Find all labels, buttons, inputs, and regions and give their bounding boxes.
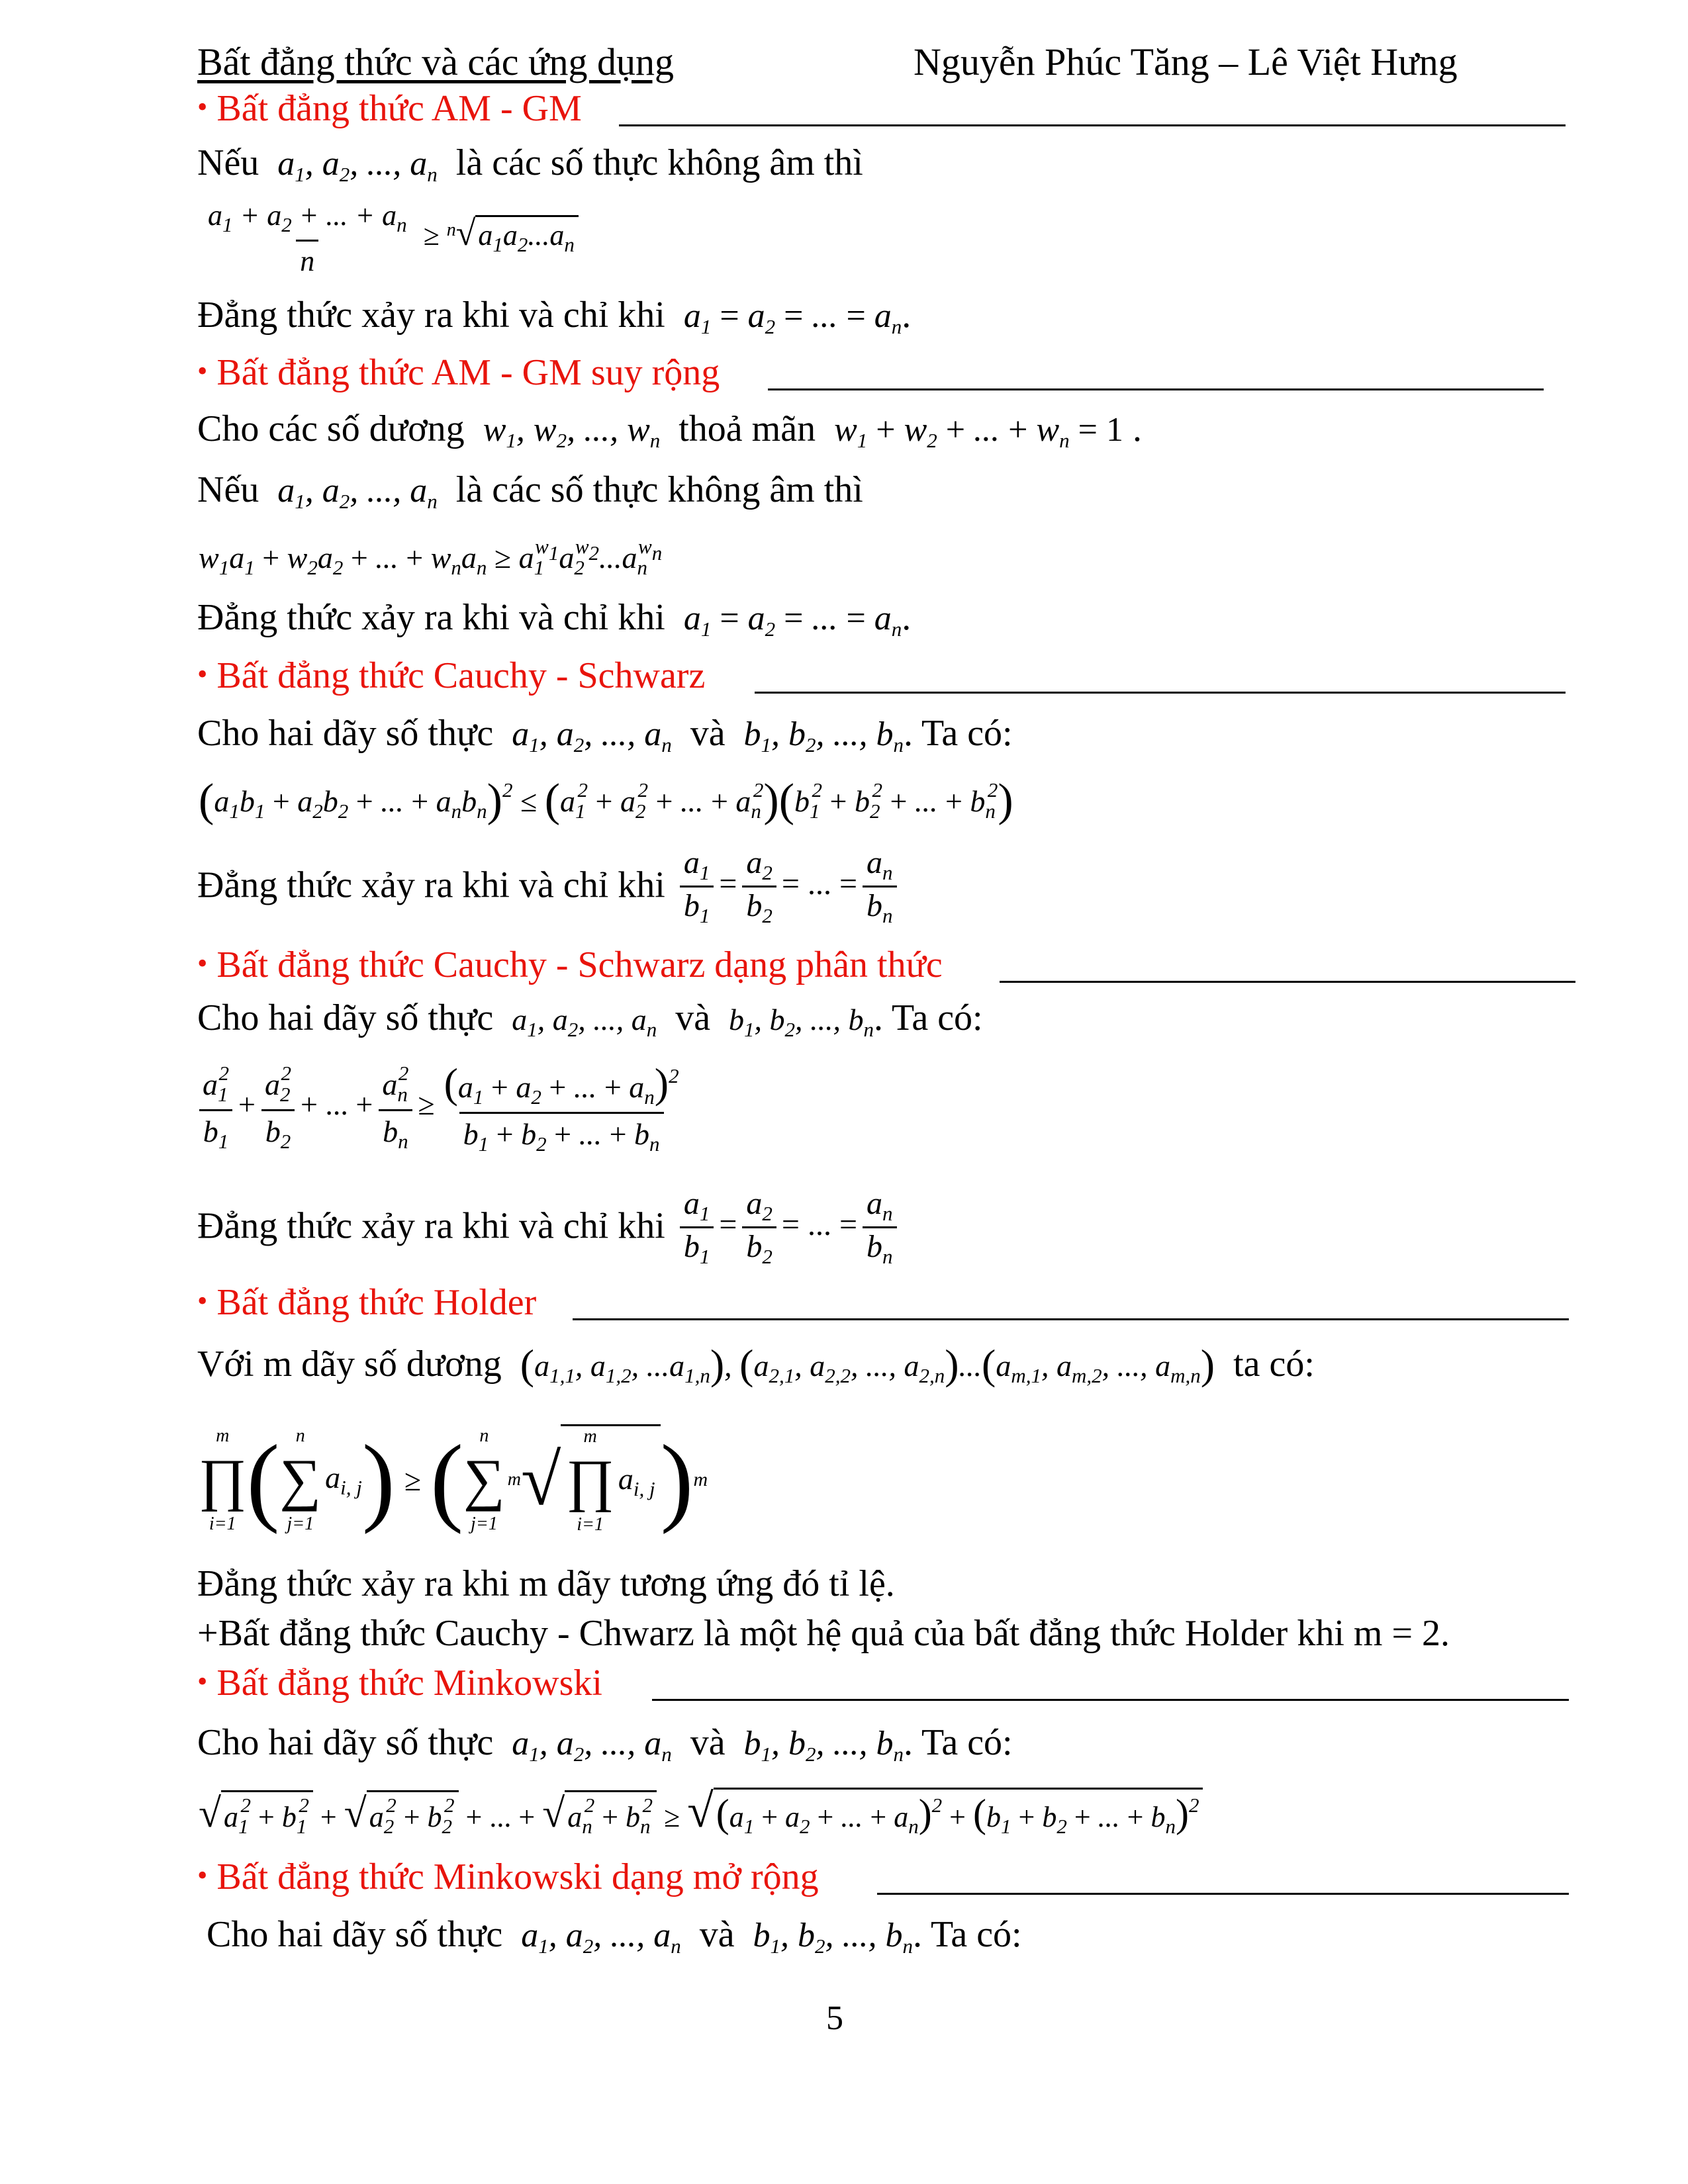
cauchy-frac-formula: $\frac{a_1^2}{b_1}$ + $\frac{a_2^2}{b_2}$ + ... + $\frac{a_n^2}{b_n}$ ≥ $\frac{(a_1 + a_2 + ... + a_n)^2}{b_1 + b_2 + ... + b_n}$ <box>199 1059 688 1156</box>
section-minkowski-ext-title: • Bất đẳng thức Minkowski dạng mở rộng <box>197 1856 819 1897</box>
header-authors: Nguyễn Phúc Tăng – Lê Việt Hưng <box>914 40 1458 83</box>
holder-note: +Bất đẳng thức Cauchy - Chwarz là một hệ quả của bất đẳng thức Holder khi m = 2. <box>197 1613 1450 1654</box>
section-amgm-title: • Bất đẳng thức AM - GM <box>197 88 582 129</box>
section-rule <box>768 388 1544 390</box>
section-rule <box>652 1699 1569 1701</box>
holder-line1: Với m dãy số dương ($a_{1,1}$, $a_{1,2}$, $...a_{1,n}$), ($a_{2,1}$, $a_{2,2}$, ..., $a_{2,n})...(a_{m,1}$, $a_{m,2}$, ..., $a_{m,n}$) ta có: <box>197 1341 1315 1388</box>
amgm-general-line1: Cho các số dương $w_1$, $w_2$, ..., $w_n$ thoả mãn $w_1 + w_2$ + ... + $w_n = 1$ . <box>197 408 1142 452</box>
amgm-general-line2: Nếu $a_1$, $a_2$, ..., $a_n$ là các số thực không âm thì <box>197 469 863 513</box>
holder-formula: m ∏ i=1 ( n ∑ j=1 $a_{i, j}$ ) ≥ ( n ∑ j=1 m √ m ∏ i=1 $a_{i, j}$ ) m <box>199 1425 708 1535</box>
section-rule <box>619 124 1566 126</box>
section-rule <box>573 1318 1569 1320</box>
holder-equality: Đẳng thức xảy ra khi m dãy tương ứng đó tỉ lệ. <box>197 1563 895 1604</box>
cauchy-line1: Cho hai dãy số thực $a_1$, $a_2$, ..., $a_n$ và $b_1$, $b_2$, ..., $b_n$. Ta có: <box>197 713 1013 756</box>
section-cauchy-title: • Bất đẳng thức Cauchy - Schwarz <box>197 655 706 696</box>
amgm-general-formula: $w_1a_1 + w_2a_2$ + ... + $w_na_n \ge a_1^{w_1}a_2^{w_2}...a_n^{w_n}$ <box>199 535 663 579</box>
page-number: 5 <box>826 1999 843 2037</box>
section-holder-title: • Bất đẳng thức Holder <box>197 1282 537 1323</box>
cauchy-equality: Đẳng thức xảy ra khi và chỉ khi $\frac{a_1}{b_1}$ = $\frac{a_2}{b_2}$ = ... = $\frac{a_n}{b_n}$ <box>197 847 902 926</box>
section-rule <box>1000 981 1575 983</box>
minkowski-formula: $√a_1^2 + b_1^2 + √a_2^2 + b_2^2$ + ... + $√a_n^2 + b_n^2 \ge √(a_1 + a_2$ + ... + $a_n)^2 + (b_1 + b_2$ + ... + $b_n)^2$ <box>199 1784 1203 1839</box>
header-title: Bất đẳng thức và các ứng dụng <box>197 40 674 83</box>
section-rule <box>877 1893 1569 1895</box>
cauchy-formula: ($a_1b_1 + a_2b_2$ + ... + $a_nb_n)^2 \le (a_1^2 + a_2^2$ + ... + $a_n^2)(b_1^2 + b_2^2$ + ... + $b_n^2$) <box>199 775 1013 826</box>
section-cauchy-frac-title: • Bất đẳng thức Cauchy - Schwarz dạng phân thức <box>197 944 943 985</box>
minkowski-ext-line1: Cho hai dãy số thực $a_1$, $a_2$, ..., $a_n$ và $b_1$, $b_2$, ..., $b_n$. Ta có: <box>207 1914 1022 1958</box>
amgm-equality: Đẳng thức xảy ra khi và chỉ khi $a_1 = a_2$ = ... = $a_n$. <box>197 295 912 338</box>
section-amgm-general-title: • Bất đẳng thức AM - GM suy rộng <box>197 352 720 393</box>
amgm-formula: $\frac{a_1 + a_2 + ... + a_n}{n}$ ≥ $^n√a_1a_2...a_n$ <box>199 199 579 278</box>
cauchy-frac-equality: Đẳng thức xảy ra khi và chỉ khi $\frac{a_1}{b_1}$ = $\frac{a_2}{b_2}$ = ... = $\frac{a_n}{b_n}$ <box>197 1188 902 1267</box>
section-minkowski-title: • Bất đẳng thức Minkowski <box>197 1662 602 1704</box>
cauchy-frac-line1: Cho hai dãy số thực $a_1$, $a_2$, ..., $a_n$ và $b_1$, $b_2$, ..., $b_n$. Ta có: <box>197 997 983 1041</box>
minkowski-line1: Cho hai dãy số thực $a_1$, $a_2$, ..., $a_n$ và $b_1$, $b_2$, ..., $b_n$. Ta có: <box>197 1722 1013 1766</box>
section-rule <box>755 692 1566 694</box>
amgm-line1: Nếu $a_1$, $a_2$, ..., $a_n$ là các số thực không âm thì <box>197 142 863 186</box>
amgm-general-equality: Đẳng thức xảy ra khi và chỉ khi $a_1 = a_2$ = ... = $a_n$. <box>197 597 912 641</box>
